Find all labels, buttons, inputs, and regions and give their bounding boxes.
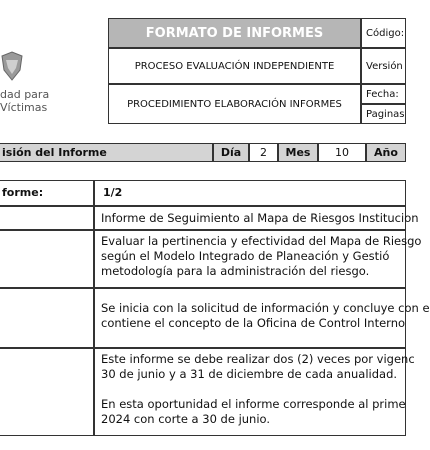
coat-of-arms-icon: [0, 52, 24, 82]
report-name-label-cell: [0, 206, 94, 230]
objective-cell: Evaluar la pertinencia y efectividad del Mapa de Riesgo según el Modelo Integrado de Planeación y Gestió metodología para la administración del riesgo.: [94, 230, 406, 288]
logo-text: dad para Víctimas: [0, 88, 50, 114]
form-title: FORMATO DE INFORMES: [108, 18, 361, 48]
meta-version-label: Versión: [361, 48, 406, 84]
scope-cell: Se inicia con la solicitud de información y concluye con e contiene el concepto de la Oficina de Control Interno: [94, 288, 406, 348]
document-header: [0, 18, 405, 124]
periodicity-label-cell: [0, 348, 94, 436]
meta-date-label: Fecha:: [361, 84, 406, 104]
process-name: PROCESO EVALUACIÓN INDEPENDIENTE: [108, 48, 361, 84]
date-row: [0, 143, 400, 162]
month-value: 10: [318, 143, 366, 162]
day-label: Día: [213, 143, 249, 162]
procedure-name: PROCEDIMIENTO ELABORACIÓN INFORMES: [108, 84, 361, 124]
meta-code-label: Código:: [361, 18, 406, 48]
objective-label-cell: [0, 230, 94, 288]
month-label: Mes: [278, 143, 318, 162]
report-table: [0, 180, 430, 440]
scope-label-cell: [0, 288, 94, 348]
meta-pages-label: Paginas: [361, 104, 406, 124]
year-label: Año: [366, 143, 406, 162]
periodicity-cell: Este informe se debe realizar dos (2) veces por vigenc 30 de junio y a 31 de diciembre de cada anualidad. En esta oportunidad el informe corresponde al prime 2024 con corte a 30 de junio.: [94, 348, 406, 436]
report-number-label: forme:: [0, 180, 94, 206]
date-row-label: isión del Informe: [0, 143, 213, 162]
report-number-value: 1/2: [94, 180, 406, 206]
logo-area: [0, 18, 108, 124]
report-name-cell: Informe de Seguimiento al Mapa de Riesgos Institucion: [94, 206, 406, 230]
day-value: 2: [249, 143, 278, 162]
